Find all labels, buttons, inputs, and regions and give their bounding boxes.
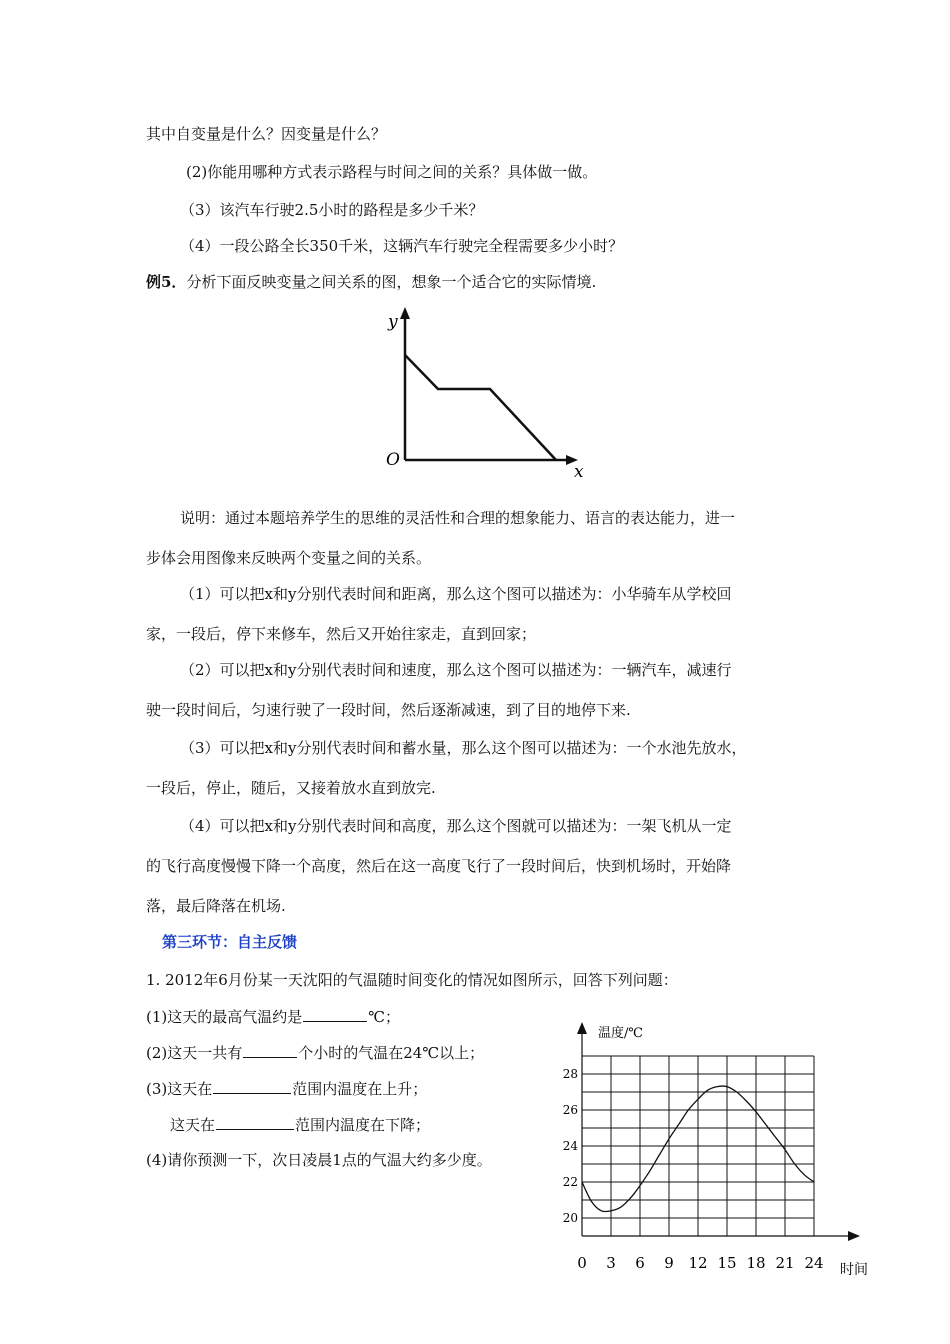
question-3-prefix: (3)这天在 [146,1080,213,1098]
question-4: (4)请你预测一下，次日凌晨1点的气温大约多少度。 [146,1151,492,1169]
answer-blank-1[interactable] [303,1006,367,1022]
x-tick-label: 24 [804,1254,824,1272]
text-line-4: （4）一段公路全长350千米，这辆汽车行驶完全程需要多少小时？ [180,237,624,255]
question-1 [146,1006,400,1027]
x-tick-label: 21 [775,1254,795,1272]
graph-line [405,355,556,460]
question-2-prefix: (2)这天一共有 [146,1044,243,1062]
example-5 [146,272,596,292]
chart-y-label: 温度/℃ [598,1026,643,1041]
explanation-item1a: （1）可以把x和y分别代表时间和距离，那么这个图可以描述为：小华骑车从学校回 [180,585,732,603]
explanation-item3a: （3）可以把x和y分别代表时间和蓄水量，那么这个图可以描述为：一个水池先放水， [180,739,747,757]
question-3-suffix: 范围内温度在上升； [292,1080,428,1098]
x-axis-label: x [574,462,584,480]
x-tick-label: 12 [688,1254,708,1272]
explanation-item4a: （4）可以把x和y分别代表时间和高度，那么这个图就可以描述为：一架飞机从一定 [180,817,732,835]
question-2-suffix: 个小时的气温在24℃以上； [298,1044,485,1062]
example-graph [380,305,600,480]
x-tick-label: 6 [635,1254,645,1272]
text-line-2: (2)你能用哪种方式表示路程与时间之间的关系？具体做一做。 [186,163,598,181]
y-tick-label: 20 [562,1211,578,1225]
explanation-p1b: 步体会用图像来反映两个变量之间的关系。 [146,549,432,567]
chart-y-arrow [577,1022,587,1034]
example-5-text: 分析下面反映变量之间关系的图，想象一个适合它的实际情境. [186,273,597,291]
chart-x-label: 时间 [840,1262,868,1278]
answer-blank-2[interactable] [243,1042,297,1058]
answer-blank-4[interactable] [216,1114,294,1130]
answer-blank-3[interactable] [213,1078,291,1094]
explanation-item1b: 家，一段后，停下来修车，然后又开始往家走，直到回家； [146,625,537,643]
y-axis-arrow [400,307,410,319]
question-3b-prefix: 这天在 [170,1116,216,1134]
explanation-item4c: 落，最后降落在机场. [146,897,286,915]
y-tick-label: 22 [562,1175,578,1189]
y-tick-label: 24 [562,1139,578,1153]
text-line-3: （3）该汽车行驶2.5小时的路程是多少千米？ [180,201,484,219]
y-tick-label: 26 [562,1103,578,1117]
x-tick-label: 0 [577,1254,587,1272]
x-tick-label: 3 [606,1254,616,1272]
question-3b-suffix: 范围内温度在下降； [295,1116,431,1134]
x-tick-label: 18 [746,1254,766,1272]
explanation-item2b: 驶一段时间后，匀速行驶了一段时间，然后逐渐减速，到了目的地停下来. [146,701,631,719]
question-3b [170,1114,430,1135]
question-1-prefix: (1)这天的最高气温约是 [146,1008,303,1026]
section-heading: 第三环节：自主反馈 [162,933,298,951]
y-tick-label: 28 [562,1067,578,1081]
temperature-chart [540,1010,890,1340]
y-axis-label: y [388,312,398,332]
x-tick-label: 15 [717,1254,737,1272]
explanation-item3b: 一段后，停止，随后，又接着放水直到放完. [146,779,436,797]
example-5-label: 例5． [146,273,187,291]
chart-x-arrow [848,1231,860,1241]
question-3 [146,1078,427,1099]
explanation-p1a: 说明：通过本题培养学生的思维的灵活性和合理的想象能力、语言的表达能力，进一 [180,509,736,527]
question-2 [146,1042,484,1063]
origin-label: O [386,450,400,470]
x-tick-label: 9 [664,1254,674,1272]
explanation-item4b: 的飞行高度慢慢下降一个高度，然后在这一高度飞行了一段时间后，快到机场时，开始降 [146,857,732,875]
question-1-suffix: ℃； [368,1008,401,1026]
explanation-item2a: （2）可以把x和y分别代表时间和速度，那么这个图可以描述为：一辆汽车，减速行 [180,661,732,679]
question-intro: 1. 2012年6月份某一天沈阳的气温随时间变化的情况如图所示，回答下列问题： [146,971,678,989]
text-line-1: 其中自变量是什么？因变量是什么？ [146,125,387,143]
